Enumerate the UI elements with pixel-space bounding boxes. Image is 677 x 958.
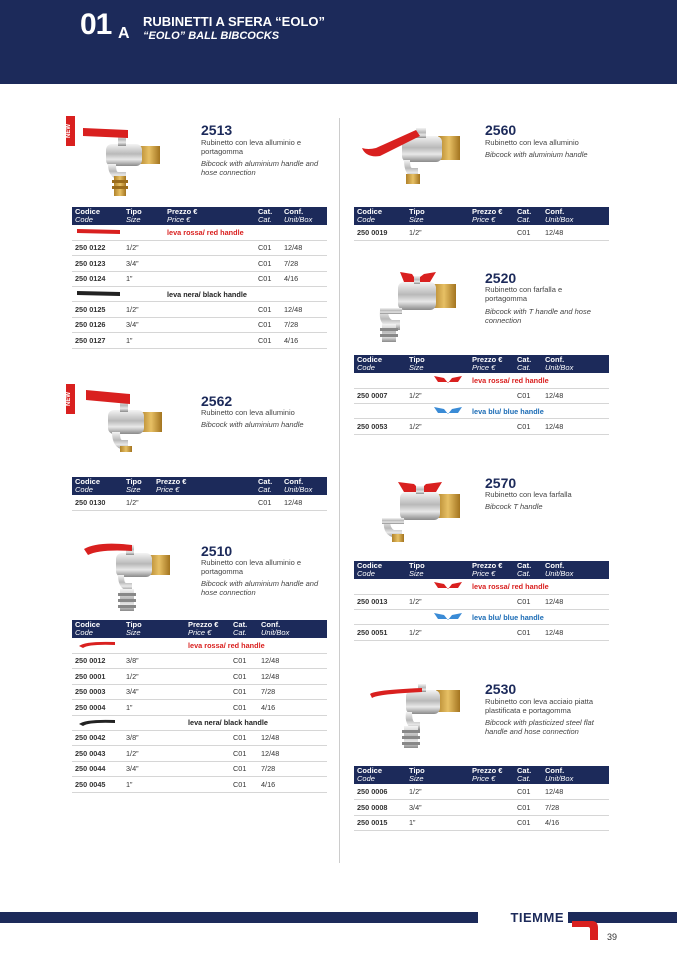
bibcock-2562-image	[78, 384, 188, 464]
table-row: 250 0042 3/8” C01 12/48	[72, 730, 327, 746]
product-desc-en: Bibcock with aluminium handle and hose connection	[201, 159, 319, 177]
product-desc-en: Bibcock with aluminium handle	[201, 420, 304, 429]
product-desc-it: Rubinetto con leva acciaio piatta plastificata e portagomma	[485, 697, 593, 715]
table-row: 250 0004 1” C01 4/16	[72, 700, 327, 716]
table-row: 250 0044 3/4” C01 7/28	[72, 761, 327, 777]
handle-label: leva blu/ blue handle	[469, 404, 609, 419]
table-row: 250 0013 1/2” C01 12/48	[354, 594, 609, 610]
bibcock-2510-image	[78, 535, 193, 615]
column-divider	[339, 118, 340, 863]
red-lever-icon	[72, 638, 185, 653]
product-table-2530: Codice Code Tipo Size Prezzo € Price € Cat. Cat. Conf. Unit/Box 250 0006 1/2” C01 12/48 250 0008 3/4” C01 7/28 250 0015 1” C01 4/16	[354, 766, 609, 831]
title-italian: RUBINETTI A SFERA “EOLO”	[143, 14, 325, 29]
table-row: 250 0125 1/2” C01 12/48	[72, 302, 327, 318]
black-lever-icon	[72, 715, 185, 730]
table-row: 250 0043 1/2” C01 12/48	[72, 746, 327, 762]
bibcock-2520-image	[366, 264, 476, 346]
page-header	[0, 0, 677, 84]
table-row: 250 0127 1” C01 4/16	[72, 333, 327, 349]
product-desc-en: Bibcock with plasticized steel flat handle and hose connection	[485, 718, 594, 736]
product-desc-it: Rubinetto con leva alluminio e portagomma	[201, 558, 302, 576]
table-row: 250 0008 3/4” C01 7/28	[354, 800, 609, 816]
new-badge: NEW	[66, 116, 75, 146]
handle-label: leva rossa/ red handle	[185, 638, 327, 653]
handle-label: leva rossa/ red handle	[469, 373, 609, 388]
product-table-2562: Codice Code Tipo Size Prezzo € Price € Cat. Cat. Conf. Unit/Box 250 0130 1/2” C01 12/48	[72, 477, 327, 511]
brand-mark-icon	[568, 910, 608, 950]
product-table-2560: Codice Code Tipo Size Prezzo € Price € Cat. Cat. Conf. Unit/Box 250 0019 1/2” C01 12/48	[354, 207, 609, 241]
page-number: 39	[607, 932, 618, 942]
title-english: “EOLO” BALL BIBCOCKS	[143, 30, 280, 42]
table-row: 250 0007 1/2” C01 12/48	[354, 388, 609, 404]
table-row: 250 0051 1/2” C01 12/48	[354, 625, 609, 641]
product-desc-it: Rubinetto con leva alluminio e portagomma	[201, 138, 302, 156]
handle-label: leva rossa/ red handle	[469, 579, 609, 594]
table-row: 250 0012 3/8” C01 12/48	[72, 653, 327, 669]
table-row: 250 0015 1” C01 4/16	[354, 815, 609, 831]
product-desc-en: Bibcock with aluminium handle	[485, 150, 588, 159]
blue-butterfly-icon	[354, 404, 469, 419]
chapter-number: 01	[80, 8, 112, 41]
table-row: 250 0123 3/4” C01 7/28	[72, 256, 327, 272]
product-number: 2530	[485, 681, 517, 697]
product-desc-en: Bibcock with T handle and hose connection	[485, 307, 591, 325]
red-butterfly-icon	[354, 579, 469, 594]
bibcock-2570-image	[366, 476, 476, 556]
product-desc-it: Rubinetto con leva farfalla	[485, 490, 572, 499]
table-row: 250 0130 1/2” C01 12/48	[72, 495, 327, 511]
table-row: 250 0126 3/4” C01 7/28	[72, 317, 327, 333]
bibcock-2513-image	[78, 118, 188, 200]
handle-label: leva nera/ black handle	[185, 715, 327, 730]
product-desc-en: Bibcock with aluminium handle and hose connection	[201, 579, 319, 597]
handle-label: leva blu/ blue handle	[469, 610, 609, 625]
product-number: 2513	[201, 122, 233, 138]
handle-label: leva nera/ black handle	[164, 287, 327, 302]
product-desc-it: Rubinetto con leva alluminio	[485, 138, 579, 147]
brand-logo: TIEMME	[478, 910, 568, 926]
product-table-2570: Codice Code Tipo Size Prezzo € Price € Cat. Cat. Conf. Unit/Box leva rossa/ red handle 250 0013 1/2” C01 12/48 leva blu/ blue handle 250 0051 1/2” C01 12/48	[354, 561, 609, 641]
blue-butterfly-icon	[354, 610, 469, 625]
table-row: 250 0006 1/2” C01 12/48	[354, 784, 609, 800]
table-row: 250 0019 1/2” C01 12/48	[354, 225, 609, 241]
product-number: 2520	[485, 270, 517, 286]
product-table-2520: Codice Code Tipo Size Prezzo € Price € Cat. Cat. Conf. Unit/Box leva rossa/ red handle 250 0007 1/2” C01 12/48 leva blu/ blue handle 250 0053 1/2” C01 12/48	[354, 355, 609, 435]
new-badge: NEW	[66, 384, 75, 414]
table-row: 250 0003 3/4” C01 7/28	[72, 684, 327, 700]
product-number: 2562	[201, 393, 233, 409]
table-row: 250 0045 1” C01 4/16	[72, 777, 327, 793]
table-row: 250 0001 1/2” C01 12/48	[72, 669, 327, 685]
product-number: 2570	[485, 475, 517, 491]
product-number: 2560	[485, 122, 517, 138]
product-desc-it: Rubinetto con farfalla e portagomma	[485, 285, 563, 303]
chapter-letter: A	[118, 25, 130, 42]
table-row: 250 0124 1” C01 4/16	[72, 271, 327, 287]
product-table-2513: Codice Code Tipo Size Prezzo € Price € Cat. Cat. Conf. Unit/Box leva rossa/ red handle 250 0122 1/2” C01 12/48 250 0123 3/4” C01 7/28 250 0124 1” C01 4/16 leva nera/ black handle 250 0125 1/2” C01 12/48 250 0126 3/4” C01 7/28 250 0127 1” C01 4/16	[72, 207, 327, 349]
product-number: 2510	[201, 543, 233, 559]
product-table-2510: Codice Code Tipo Size Prezzo € Price € Cat. Cat. Conf. Unit/Box leva rossa/ red handle 250 0012 3/8” C01 12/48 250 0001 1/2” C01 12/48 250 0003 3/4” C01 7/28 250 0004 1” C01 4/16 leva nera/ black handle 250 0042 3/8” C01 12/48 250 0043 1/2” C01 12/48 250 0044 3/4” C01 7/28 250 0045 1” C01 4/16	[72, 620, 327, 793]
black-lever-icon	[72, 287, 164, 302]
product-desc-it: Rubinetto con leva alluminio	[201, 408, 295, 417]
table-row: 250 0122 1/2” C01 12/48	[72, 240, 327, 256]
product-desc-en: Bibcock T handle	[485, 502, 543, 511]
red-lever-icon	[72, 225, 164, 240]
bibcock-2530-image	[366, 680, 476, 760]
handle-label: leva rossa/ red handle	[164, 225, 327, 240]
bibcock-2560-image	[356, 122, 471, 194]
table-row: 250 0053 1/2” C01 12/48	[354, 419, 609, 435]
red-butterfly-icon	[354, 373, 469, 388]
